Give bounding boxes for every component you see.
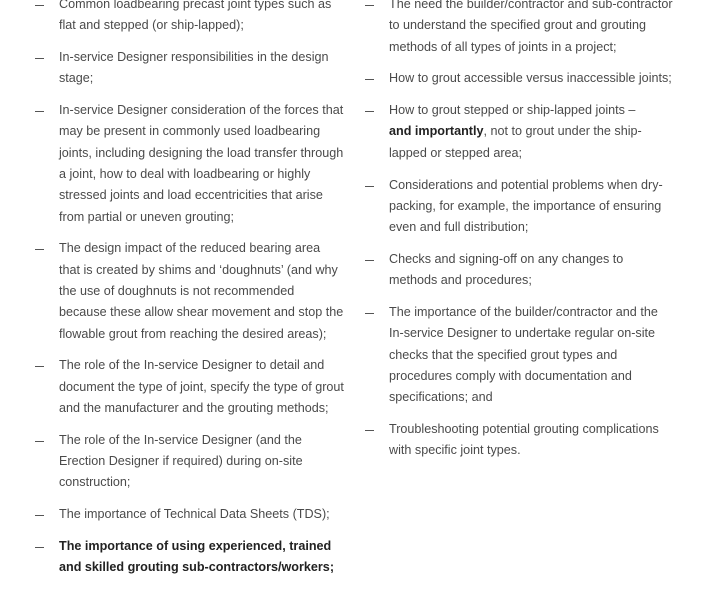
list-item bbox=[34, 47, 344, 90]
list-item bbox=[364, 68, 674, 89]
list-item bbox=[34, 430, 344, 494]
right-bullet-list bbox=[364, 0, 674, 472]
list-item bbox=[34, 355, 344, 419]
list-item-text: In-service Designer responsibilities in the design stage; bbox=[59, 50, 329, 86]
list-item-text: In-service Designer consideration of the forces that may be present in commonly used loadbearing joints, including designing the load transfer through a joint, how to deal with loadbearing or highly stressed joints and load eccentricities that arise from partial or uneven grouting; bbox=[59, 103, 344, 224]
list-item-text: The role of the In-service Designer to detail and document the type of joint, specify the type of grout and the manufacturer and the grouting methods; bbox=[59, 358, 344, 416]
list-item bbox=[34, 100, 344, 228]
list-item-text: The role of the In-service Designer (and the Erection Designer if required) during on-site construction; bbox=[59, 432, 303, 490]
list-item-text-part: How to grout stepped or ship-lapped joints – bbox=[389, 103, 636, 118]
list-item bbox=[34, 238, 344, 344]
list-item-text: The design impact of the reduced bearing area that is created by shims and ‘doughnuts’ (and why the use of doughnuts is not recommended because these allow shear movement and stop the flowable grout from reaching the desired areas); bbox=[59, 241, 344, 341]
list-item bbox=[34, 0, 344, 37]
list-item-text: The importance of the builder/contractor and the In-service Designer to undertake regular on-site checks that the specified grout types and procedures comply with documentation and specifications; and bbox=[389, 305, 658, 405]
list-item bbox=[364, 249, 674, 292]
list-item-text: Checks and signing-off on any changes to methods and procedures; bbox=[389, 251, 624, 288]
list-item-text: Considerations and potential problems when dry-packing, for example, the importance of ensuring even and full distribution; bbox=[389, 177, 663, 235]
list-item-text-part: , not to grout under the ship-lapped or stepped area; bbox=[389, 124, 642, 160]
emphasis-text: and importantly bbox=[389, 124, 484, 139]
list-item bbox=[34, 504, 344, 525]
left-bullet-list bbox=[34, 0, 344, 589]
list-item-text: The need the builder/contractor and sub-contractor to understand the specified grout and grouting methods of all types of joints in a project; bbox=[389, 0, 673, 54]
list-item-text: The importance of using experienced, trained and skilled grouting sub-contractors/workers; bbox=[59, 539, 335, 575]
list-item bbox=[364, 0, 674, 58]
list-item bbox=[364, 100, 674, 164]
list-item-text: Common loadbearing precast joint types such as flat and stepped (or ship-lapped); bbox=[59, 0, 332, 33]
list-item-emphasis bbox=[34, 536, 344, 579]
list-item bbox=[364, 175, 674, 239]
list-item-text: Troubleshooting potential grouting complications with specific joint types. bbox=[389, 422, 659, 458]
list-item-text: How to grout accessible versus inaccessible joints; bbox=[389, 71, 672, 86]
list-item-text bbox=[389, 103, 642, 160]
list-item bbox=[364, 419, 674, 462]
list-item-text: The importance of Technical Data Sheets (TDS); bbox=[59, 507, 330, 522]
list-item bbox=[364, 302, 674, 408]
